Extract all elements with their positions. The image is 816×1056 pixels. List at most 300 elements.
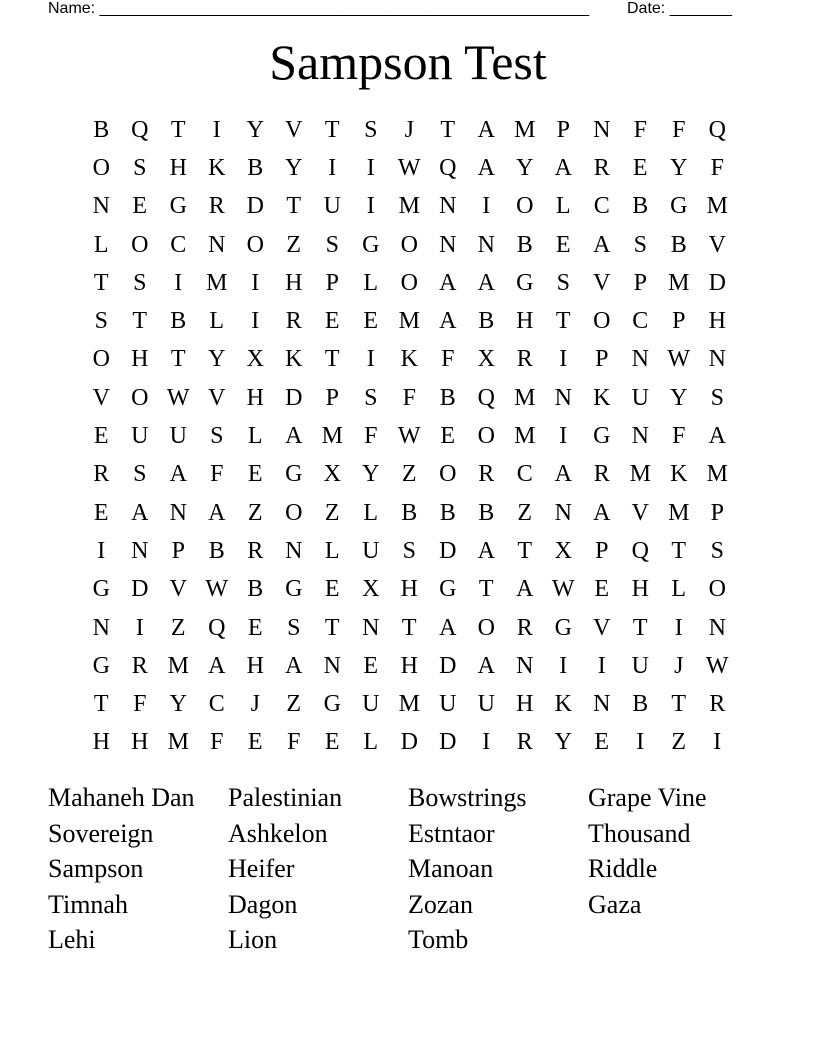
grid-letter[interactable]: Z — [286, 691, 302, 718]
grid-letter[interactable]: N — [285, 537, 303, 564]
grid-letter[interactable]: O — [92, 154, 110, 181]
grid-letter[interactable]: H — [169, 154, 187, 181]
grid-letter[interactable]: N — [362, 614, 380, 641]
grid-letter[interactable]: L — [363, 269, 379, 296]
word-list-item: Sampson — [48, 854, 144, 884]
grid-letter[interactable]: W — [667, 346, 691, 373]
grid-letter[interactable]: H — [400, 576, 418, 603]
grid-letter[interactable]: A — [477, 269, 495, 296]
grid-letter[interactable]: X — [246, 346, 264, 373]
grid-letter[interactable]: Y — [246, 116, 264, 143]
grid-letter[interactable]: F — [633, 116, 647, 143]
grid-letter[interactable]: W — [551, 576, 575, 603]
grid-letter[interactable]: E — [93, 499, 109, 526]
grid-letter[interactable]: X — [323, 461, 341, 488]
grid-letter[interactable]: Z — [517, 499, 533, 526]
grid-letter[interactable]: I — [636, 729, 645, 756]
grid-letter[interactable]: M — [514, 116, 536, 143]
grid-letter[interactable]: N — [92, 193, 110, 220]
grid-letter[interactable]: M — [206, 269, 228, 296]
grid-letter[interactable]: M — [514, 423, 536, 450]
grid-letter[interactable]: D — [400, 729, 418, 756]
grid-letter[interactable]: E — [363, 652, 379, 679]
grid-letter[interactable]: Q — [708, 116, 726, 143]
grid-letter[interactable]: M — [706, 461, 728, 488]
grid-letter[interactable]: D — [439, 729, 457, 756]
grid-letter[interactable]: M — [398, 193, 420, 220]
grid-letter[interactable]: E — [324, 576, 340, 603]
grid-letter[interactable]: R — [709, 691, 726, 718]
grid-letter[interactable]: N — [169, 499, 187, 526]
grid-letter[interactable]: D — [439, 652, 457, 679]
grid-letter[interactable]: X — [554, 537, 572, 564]
grid-letter[interactable]: A — [208, 499, 226, 526]
grid-letter[interactable]: T — [517, 537, 533, 564]
grid-letter[interactable]: A — [477, 537, 495, 564]
grid-letter[interactable]: T — [170, 346, 186, 373]
grid-letter[interactable]: I — [251, 269, 260, 296]
grid-letter[interactable]: P — [633, 269, 647, 296]
grid-letter[interactable]: U — [439, 691, 457, 718]
grid-letter[interactable]: G — [554, 614, 572, 641]
grid-letter[interactable]: H — [131, 346, 149, 373]
grid-letter[interactable]: I — [674, 614, 683, 641]
grid-letter[interactable]: M — [668, 269, 690, 296]
grid-letter[interactable]: E — [440, 423, 456, 450]
grid-letter[interactable]: K — [554, 691, 572, 718]
grid-letter[interactable]: F — [210, 461, 224, 488]
grid-letter[interactable]: S — [364, 384, 378, 411]
worksheet-header — [0, 0, 816, 24]
grid-letter[interactable]: R — [208, 193, 225, 220]
grid-letter[interactable]: R — [93, 461, 110, 488]
grid-letter[interactable]: C — [516, 461, 533, 488]
grid-letter[interactable]: O — [92, 346, 110, 373]
grid-letter[interactable]: N — [708, 614, 726, 641]
grid-letter[interactable]: F — [710, 154, 724, 181]
grid-letter[interactable]: A — [169, 461, 187, 488]
grid-letter[interactable]: T — [170, 116, 186, 143]
grid-letter[interactable]: H — [131, 729, 149, 756]
grid-letter[interactable]: I — [713, 729, 722, 756]
grid-letter[interactable]: J — [674, 652, 684, 679]
grid-letter[interactable]: B — [208, 537, 225, 564]
grid-letter[interactable]: S — [633, 231, 647, 258]
grid-letter[interactable]: Y — [670, 154, 688, 181]
grid-letter[interactable]: T — [632, 614, 648, 641]
grid-letter[interactable]: D — [708, 269, 726, 296]
grid-letter[interactable]: J — [250, 691, 260, 718]
grid-letter[interactable]: Z — [401, 461, 417, 488]
grid-letter[interactable]: U — [362, 691, 380, 718]
grid-letter[interactable]: H — [400, 652, 418, 679]
grid-letter[interactable]: L — [324, 537, 340, 564]
grid-letter[interactable]: O — [400, 231, 418, 258]
grid-letter[interactable]: R — [516, 346, 533, 373]
grid-letter[interactable]: U — [323, 193, 341, 220]
grid-letter[interactable]: M — [668, 499, 690, 526]
grid-letter[interactable]: B — [401, 499, 418, 526]
grid-letter[interactable]: K — [670, 461, 688, 488]
grid-letter[interactable]: T — [324, 614, 340, 641]
grid-letter[interactable]: N — [323, 652, 341, 679]
grid-letter[interactable]: Y — [362, 461, 380, 488]
grid-letter[interactable]: T — [93, 691, 109, 718]
grid-letter[interactable]: X — [477, 346, 495, 373]
grid-letter[interactable]: T — [671, 537, 687, 564]
grid-letter[interactable]: R — [285, 308, 302, 335]
grid-letter[interactable]: O — [285, 499, 303, 526]
grid-letter[interactable]: Y — [554, 729, 572, 756]
grid-letter[interactable]: B — [439, 499, 456, 526]
grid-letter[interactable]: Y — [670, 384, 688, 411]
grid-letter[interactable]: L — [247, 423, 263, 450]
grid-letter[interactable]: N — [593, 116, 611, 143]
grid-letter[interactable]: T — [132, 308, 148, 335]
grid-letter[interactable]: L — [363, 729, 379, 756]
grid-letter[interactable]: M — [629, 461, 651, 488]
grid-letter[interactable]: S — [210, 423, 224, 450]
grid-letter[interactable]: S — [364, 116, 378, 143]
grid-letter[interactable]: I — [559, 346, 568, 373]
grid-letter[interactable]: H — [516, 308, 534, 335]
grid-letter[interactable]: O — [400, 269, 418, 296]
grid-letter[interactable]: D — [285, 384, 303, 411]
grid-letter[interactable]: V — [593, 614, 611, 641]
grid-letter[interactable]: M — [167, 729, 189, 756]
grid-letter[interactable]: H — [631, 576, 649, 603]
grid-letter[interactable]: R — [516, 614, 533, 641]
grid-letter[interactable]: B — [478, 499, 495, 526]
grid-letter[interactable]: Q — [631, 537, 649, 564]
grid-letter[interactable]: L — [93, 231, 109, 258]
grid-letter[interactable]: O — [131, 231, 149, 258]
grid-letter[interactable]: T — [93, 269, 109, 296]
word-list-item: Thousand — [588, 818, 691, 848]
grid-letter[interactable]: L — [209, 308, 225, 335]
grid-letter[interactable]: N — [593, 691, 611, 718]
grid-letter[interactable]: C — [170, 231, 187, 258]
grid-letter[interactable]: D — [246, 193, 264, 220]
grid-letter[interactable]: N — [208, 231, 226, 258]
grid-letter[interactable]: H — [516, 691, 534, 718]
word-list-item: Sovereign — [48, 818, 154, 848]
grid-letter[interactable]: N — [631, 346, 649, 373]
grid-letter[interactable]: U — [631, 652, 649, 679]
grid-letter[interactable]: S — [710, 537, 724, 564]
grid-letter[interactable]: E — [632, 154, 648, 181]
grid-letter[interactable]: S — [710, 384, 724, 411]
grid-letter[interactable]: G — [439, 576, 457, 603]
grid-letter[interactable]: F — [672, 116, 686, 143]
grid-letter[interactable]: I — [559, 423, 568, 450]
word-list-item: Riddle — [588, 854, 658, 884]
grid-letter[interactable]: E — [247, 729, 263, 756]
grid-letter[interactable]: O — [246, 231, 264, 258]
grid-letter[interactable]: B — [632, 193, 649, 220]
grid-letter[interactable]: R — [593, 461, 610, 488]
grid-letter[interactable]: O — [439, 461, 457, 488]
grid-letter[interactable]: G — [169, 193, 187, 220]
grid-letter[interactable]: K — [593, 384, 611, 411]
grid-letter[interactable]: I — [482, 193, 491, 220]
grid-letter[interactable]: I — [212, 116, 221, 143]
grid-letter[interactable]: N — [631, 423, 649, 450]
grid-letter[interactable]: H — [92, 729, 110, 756]
grid-letter[interactable]: W — [205, 576, 229, 603]
grid-letter[interactable]: Y — [169, 691, 187, 718]
grid-letter[interactable]: A — [554, 154, 572, 181]
grid-letter[interactable]: U — [131, 423, 149, 450]
grid-letter[interactable]: O — [593, 308, 611, 335]
grid-letter[interactable]: S — [94, 308, 108, 335]
grid-letter[interactable]: Y — [285, 154, 303, 181]
grid-letter[interactable]: B — [478, 308, 495, 335]
grid-letter[interactable]: A — [593, 499, 611, 526]
grid-letter[interactable]: F — [402, 384, 416, 411]
grid-letter[interactable]: A — [477, 154, 495, 181]
grid-letter[interactable]: F — [672, 423, 686, 450]
grid-letter[interactable]: K — [400, 346, 418, 373]
grid-letter[interactable]: I — [328, 154, 337, 181]
grid-letter[interactable]: E — [93, 423, 109, 450]
grid-letter[interactable]: N — [92, 614, 110, 641]
word-list-item: Timnah — [48, 889, 128, 919]
grid-letter[interactable]: N — [439, 231, 457, 258]
grid-letter[interactable]: Z — [286, 231, 302, 258]
grid-letter[interactable]: W — [705, 652, 729, 679]
grid-letter[interactable]: O — [131, 384, 149, 411]
grid-letter[interactable]: Q — [477, 384, 495, 411]
grid-letter[interactable]: B — [93, 116, 110, 143]
grid-letter[interactable]: E — [247, 614, 263, 641]
grid-letter[interactable]: L — [363, 499, 379, 526]
grid-letter[interactable]: E — [363, 308, 379, 335]
grid-letter[interactable]: I — [366, 154, 375, 181]
grid-letter[interactable]: T — [324, 116, 340, 143]
grid-letter[interactable]: B — [670, 231, 687, 258]
grid-letter[interactable]: F — [210, 729, 224, 756]
grid-letter[interactable]: H — [246, 384, 264, 411]
grid-letter[interactable]: B — [632, 691, 649, 718]
grid-letter[interactable]: Z — [170, 614, 186, 641]
grid-letter[interactable]: G — [285, 576, 303, 603]
word-list-item: Ashkelon — [228, 818, 328, 848]
grid-letter[interactable]: U — [169, 423, 187, 450]
grid-letter[interactable]: F — [133, 691, 147, 718]
grid-letter[interactable]: H — [285, 269, 303, 296]
grid-letter[interactable]: R — [247, 537, 264, 564]
grid-letter[interactable]: A — [131, 499, 149, 526]
grid-letter[interactable]: Y — [208, 346, 226, 373]
grid-letter[interactable]: P — [171, 537, 185, 564]
grid-letter[interactable]: V — [708, 231, 726, 258]
grid-letter[interactable]: S — [133, 269, 147, 296]
grid-letter[interactable]: S — [287, 614, 301, 641]
grid-letter[interactable]: H — [246, 652, 264, 679]
grid-letter[interactable]: U — [362, 537, 380, 564]
grid-letter[interactable]: T — [286, 193, 302, 220]
grid-letter[interactable]: C — [208, 691, 225, 718]
grid-letter[interactable]: L — [671, 576, 687, 603]
grid-letter[interactable]: B — [439, 384, 456, 411]
grid-letter[interactable]: N — [516, 652, 534, 679]
grid-letter[interactable]: A — [516, 576, 534, 603]
grid-letter[interactable]: O — [477, 423, 495, 450]
grid-letter[interactable]: N — [131, 537, 149, 564]
grid-letter[interactable]: G — [323, 691, 341, 718]
grid-letter[interactable]: F — [364, 423, 378, 450]
grid-letter[interactable]: P — [710, 499, 724, 526]
grid-letter[interactable]: A — [477, 116, 495, 143]
grid-letter[interactable]: A — [439, 308, 457, 335]
grid-letter[interactable]: T — [555, 308, 571, 335]
grid-letter[interactable]: B — [516, 231, 533, 258]
grid-letter[interactable]: R — [131, 652, 148, 679]
grid-letter[interactable]: I — [366, 346, 375, 373]
grid-letter[interactable]: A — [593, 231, 611, 258]
grid-letter[interactable]: U — [631, 384, 649, 411]
grid-letter[interactable]: A — [285, 423, 303, 450]
grid-letter[interactable]: P — [595, 537, 609, 564]
grid-letter[interactable]: K — [208, 154, 226, 181]
grid-letter[interactable]: Z — [671, 729, 687, 756]
grid-letter[interactable]: P — [325, 269, 339, 296]
grid-letter[interactable]: E — [594, 576, 610, 603]
grid-letter[interactable]: T — [440, 116, 456, 143]
grid-letter[interactable]: X — [362, 576, 380, 603]
grid-letter[interactable]: W — [397, 154, 421, 181]
grid-letter[interactable]: R — [516, 729, 533, 756]
word-list-item: Estntaor — [408, 818, 495, 848]
grid-letter[interactable]: P — [325, 384, 339, 411]
grid-letter[interactable]: T — [324, 346, 340, 373]
grid-letter[interactable]: F — [287, 729, 301, 756]
grid-letter[interactable]: I — [559, 652, 568, 679]
grid-letter[interactable]: E — [247, 461, 263, 488]
grid-letter[interactable]: R — [593, 154, 610, 181]
grid-letter[interactable]: F — [441, 346, 455, 373]
grid-letter[interactable]: M — [398, 308, 420, 335]
grid-letter[interactable]: B — [170, 308, 187, 335]
grid-letter[interactable]: Z — [324, 499, 340, 526]
grid-letter[interactable]: A — [708, 423, 726, 450]
grid-letter[interactable]: A — [477, 652, 495, 679]
grid-letter[interactable]: I — [174, 269, 183, 296]
grid-letter[interactable]: N — [439, 193, 457, 220]
grid-letter[interactable]: L — [555, 193, 571, 220]
grid-letter[interactable]: N — [708, 346, 726, 373]
grid-letter[interactable]: E — [324, 308, 340, 335]
grid-letter[interactable]: C — [593, 193, 610, 220]
grid-letter[interactable]: G — [516, 269, 534, 296]
grid-letter[interactable]: G — [285, 461, 303, 488]
grid-letter[interactable]: M — [321, 423, 343, 450]
grid-letter[interactable]: I — [251, 308, 260, 335]
grid-letter[interactable]: E — [324, 729, 340, 756]
grid-letter[interactable]: M — [706, 193, 728, 220]
grid-letter[interactable]: R — [478, 461, 495, 488]
grid-letter[interactable]: O — [708, 576, 726, 603]
grid-letter[interactable]: G — [670, 193, 688, 220]
grid-letter[interactable]: I — [135, 614, 144, 641]
grid-letter[interactable]: T — [401, 614, 417, 641]
grid-letter[interactable]: Q — [131, 116, 149, 143]
grid-letter[interactable]: B — [247, 576, 264, 603]
grid-letter[interactable]: S — [133, 154, 147, 181]
grid-letter[interactable]: A — [554, 461, 572, 488]
grid-letter[interactable]: D — [131, 576, 149, 603]
word-list-item: Mahaneh Dan — [48, 783, 195, 812]
grid-letter[interactable]: N — [554, 499, 572, 526]
grid-letter[interactable]: M — [167, 652, 189, 679]
grid-letter[interactable]: B — [247, 154, 264, 181]
grid-letter[interactable]: S — [325, 231, 339, 258]
grid-letter[interactable]: T — [478, 576, 494, 603]
grid-letter[interactable]: S — [402, 537, 416, 564]
grid-letter[interactable]: W — [166, 384, 190, 411]
grid-letter[interactable]: Q — [439, 154, 457, 181]
grid-letter[interactable]: G — [92, 576, 110, 603]
grid-letter[interactable]: Z — [247, 499, 263, 526]
grid-letter[interactable]: J — [404, 116, 414, 143]
grid-letter[interactable]: D — [439, 537, 457, 564]
grid-letter[interactable]: P — [556, 116, 570, 143]
date-field: Date: _______ — [627, 0, 732, 17]
grid-letter[interactable]: E — [594, 729, 610, 756]
grid-letter[interactable]: V — [285, 116, 303, 143]
grid-letter[interactable]: V — [593, 269, 611, 296]
grid-letter[interactable]: M — [398, 691, 420, 718]
grid-letter[interactable]: U — [477, 691, 495, 718]
grid-letter[interactable]: V — [169, 576, 187, 603]
grid-letter[interactable]: W — [397, 423, 421, 450]
grid-letter[interactable]: V — [208, 384, 226, 411]
grid-letter[interactable]: G — [92, 652, 110, 679]
grid-letter[interactable]: O — [516, 193, 534, 220]
grid-letter[interactable]: E — [555, 231, 571, 258]
grid-letter[interactable]: A — [439, 614, 457, 641]
grid-letter[interactable]: G — [593, 423, 611, 450]
grid-letter[interactable]: S — [556, 269, 570, 296]
grid-letter[interactable]: I — [597, 652, 606, 679]
grid-letter[interactable]: N — [554, 384, 572, 411]
grid-letter[interactable]: A — [208, 652, 226, 679]
grid-letter[interactable]: C — [632, 308, 649, 335]
grid-letter[interactable]: N — [477, 231, 495, 258]
grid-letter[interactable]: P — [672, 308, 686, 335]
grid-letter[interactable]: I — [482, 729, 491, 756]
grid-letter[interactable]: S — [133, 461, 147, 488]
grid-letter[interactable]: M — [514, 384, 536, 411]
grid-letter[interactable]: E — [132, 193, 148, 220]
grid-letter[interactable]: K — [285, 346, 303, 373]
grid-letter[interactable]: I — [366, 193, 375, 220]
grid-letter[interactable]: V — [92, 384, 110, 411]
grid-letter[interactable]: G — [362, 231, 380, 258]
grid-letter[interactable]: Q — [208, 614, 226, 641]
grid-letter[interactable]: V — [631, 499, 649, 526]
grid-letter[interactable]: A — [439, 269, 457, 296]
grid-letter[interactable]: A — [285, 652, 303, 679]
grid-letter[interactable]: O — [477, 614, 495, 641]
word-list — [48, 780, 768, 958]
grid-letter[interactable]: H — [708, 308, 726, 335]
grid-letter[interactable]: P — [595, 346, 609, 373]
grid-letter[interactable]: I — [97, 537, 106, 564]
grid-letter[interactable]: Y — [516, 154, 534, 181]
grid-letter[interactable]: T — [671, 691, 687, 718]
